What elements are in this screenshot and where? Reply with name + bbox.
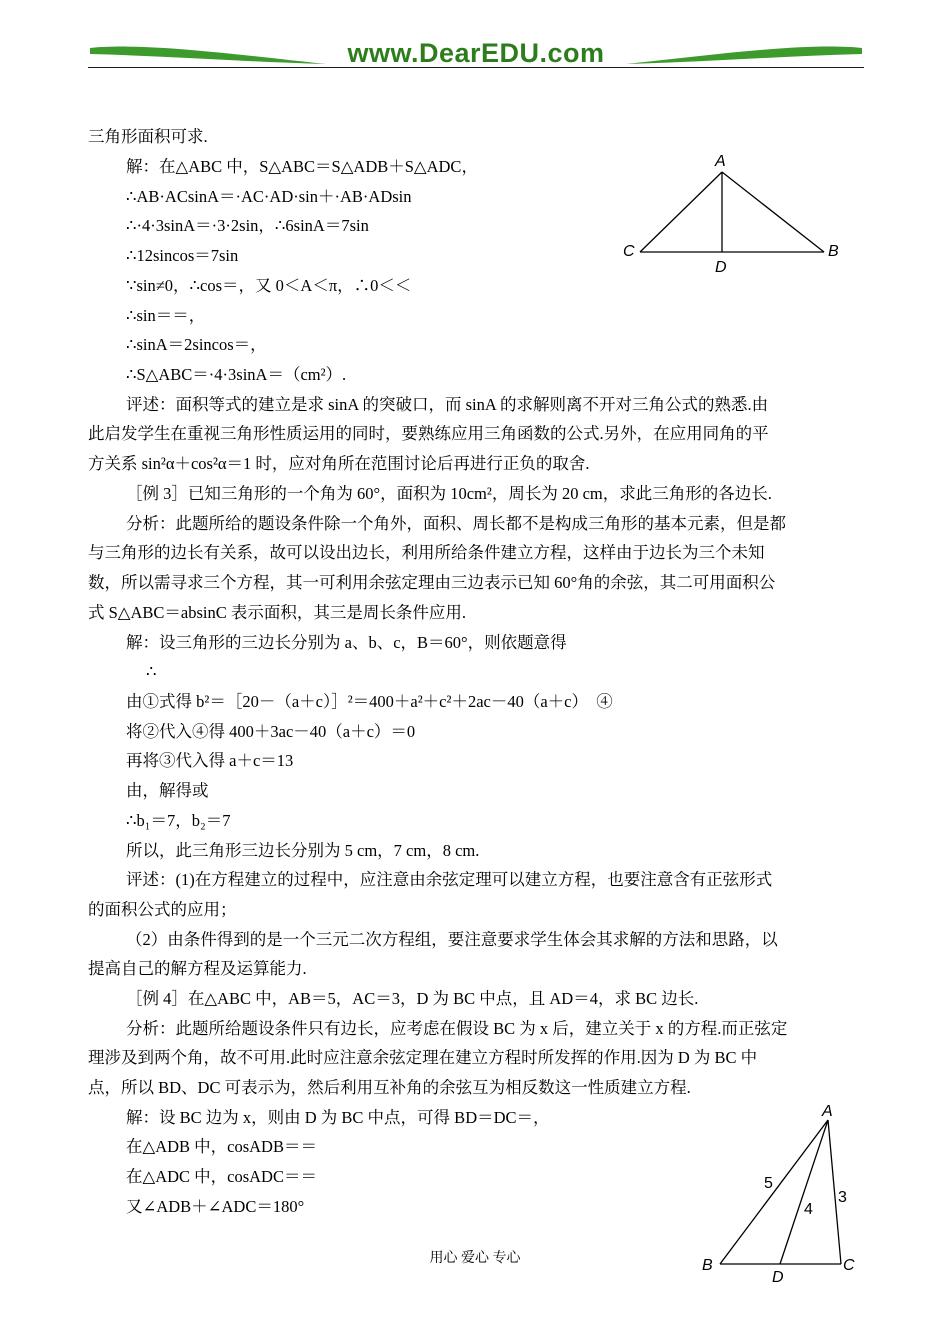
text-line: ∴ [146, 662, 157, 681]
text-line: 此启发学生在重视三角形性质运用的同时，要熟练应用三角函数的公式.另外，在应用同角的平 [88, 424, 769, 443]
text-line: ∴12sincos＝7sin [126, 246, 239, 265]
text-line: 解：设 BC 边为 x，则由 D 为 BC 中点，可得 BD＝DC＝， [126, 1108, 550, 1127]
text-line: 分析：此题所给的题设条件除一个角外，面积、周长都不是构成三角形的基本元素，但是都 [126, 514, 786, 533]
text-line: ［例 3］已知三角形的一个角为 60°，面积为 10cm²，周长为 20 cm，求此三角形的各边长. [126, 484, 772, 503]
text-line: ［例 4］在△ABC 中，AB＝5，AC＝3，D 为 BC 中点，且 AD＝4，求 BC 边长. [126, 989, 699, 1008]
text-line: 解：在△ABC 中，S△ABC＝S△ADB＋S△ADC， [126, 157, 478, 176]
text-line: 三角形面积可求. [88, 127, 208, 146]
fig1-label-b: B [828, 243, 839, 260]
text-line: 所以，此三角形三边长分别为 5 cm，7 cm，8 cm. [126, 841, 480, 860]
text-line: ∴sinA＝2sincos＝， [126, 335, 267, 354]
fig1-label-c: C [623, 243, 635, 260]
text-line: ∵sin≠0，∴cos＝，又 0＜A＜π，∴0＜＜ [126, 276, 412, 295]
text-line: 点，所以 BD、DC 可表示为，然后利用互补角的余弦互为相反数这一性质建立方程. [88, 1078, 691, 1097]
text-line: （2）由条件得到的是一个三元二次方程组，要注意要求学生体会其求解的方法和思路，以 [126, 930, 778, 949]
text-line: 在△ADB 中，cosADB＝＝ [126, 1137, 317, 1156]
fig1-label-d: D [715, 259, 727, 275]
text-line: 由，解得或 [126, 781, 209, 800]
text-line: 方关系 sin²α＋cos²α＝1 时，应对角所在范围讨论后再进行正负的取舍. [88, 454, 590, 473]
triangle-figure-1 [618, 150, 848, 275]
fig2-label-c: C [843, 1257, 855, 1274]
text-line: 评述：面积等式的建立是求 sinA 的突破口，而 sinA 的求解则离不开对三角公式的熟悉.由 [126, 395, 769, 414]
fig2-side-ab: 5 [764, 1175, 773, 1192]
fig1-label-a: A [715, 153, 726, 170]
text-line: 理涉及到两个角，故不可用.此时应注意余弦定理在建立方程时所发挥的作用.因为 D 为 BC 中 [88, 1048, 758, 1067]
fig2-side-ad: 4 [804, 1201, 813, 1218]
fig2-label-a: A [822, 1103, 833, 1120]
text-line: ∴AB·ACsinA＝·AC·AD·sin＋·AB·ADsin [126, 187, 412, 206]
text-line: 评述：(1)在方程建立的过程中，应注意由余弦定理可以建立方程，也要注意含有正弦形式 [126, 870, 773, 889]
text-line: 解：设三角形的三边长分别为 a、b、c，B＝60°，则依题意得 [126, 633, 567, 652]
text-line: 由①式得 b²＝［20－（a＋c）］²＝400＋a²＋c²＋2ac－40（a＋c） ④ [126, 692, 613, 711]
fig2-label-b: B [702, 1257, 713, 1274]
page-footer: 用心 爱心 专心 [429, 1251, 521, 1266]
text-line: ∴b₁＝7，b₂＝7 [126, 811, 231, 830]
text-line: 的面积公式的应用； [88, 900, 237, 919]
text-line: 在△ADC 中，cosADC＝＝ [126, 1167, 317, 1186]
text-line: 又∠ADB＋∠ADC＝180° [126, 1197, 305, 1216]
page-header [88, 38, 864, 72]
text-line: ∴sin＝＝， [126, 306, 206, 325]
text-line: 数，所以需寻求三个方程，其一可利用余弦定理由三边表示已知 60°角的余弦，其二可用面积公 [88, 573, 776, 592]
text-line: 与三角形的边长有关系，故可以设出边长，利用所给条件建立方程，这样由于边长为三个未知 [88, 543, 765, 562]
fig2-label-d: D [772, 1269, 784, 1284]
fig2-side-ac: 3 [838, 1189, 847, 1206]
text-line: 将②代入④得 400＋3ac－40（a＋c）＝0 [126, 722, 416, 741]
text-line: 再将③代入得 a＋c＝13 [126, 751, 294, 770]
text-line: 提高自己的解方程及运算能力. [88, 959, 307, 978]
text-line: 式 S△ABC＝absinC 表示面积，其三是周长条件应用. [88, 603, 467, 622]
text-line: 分析：此题所给题设条件只有边长，应考虑在假设 BC 为 x 后，建立关于 x 的方程.而正弦定 [126, 1019, 788, 1038]
text-line: ∴S△ABC＝·4·3sinA＝（cm²）. [126, 365, 347, 384]
site-logo-text[interactable]: www.DearEDU.com [347, 38, 605, 68]
text-line: ∴·4·3sinA＝·3·2sin，∴6sinA＝7sin [126, 216, 369, 235]
header-rule [88, 67, 864, 68]
